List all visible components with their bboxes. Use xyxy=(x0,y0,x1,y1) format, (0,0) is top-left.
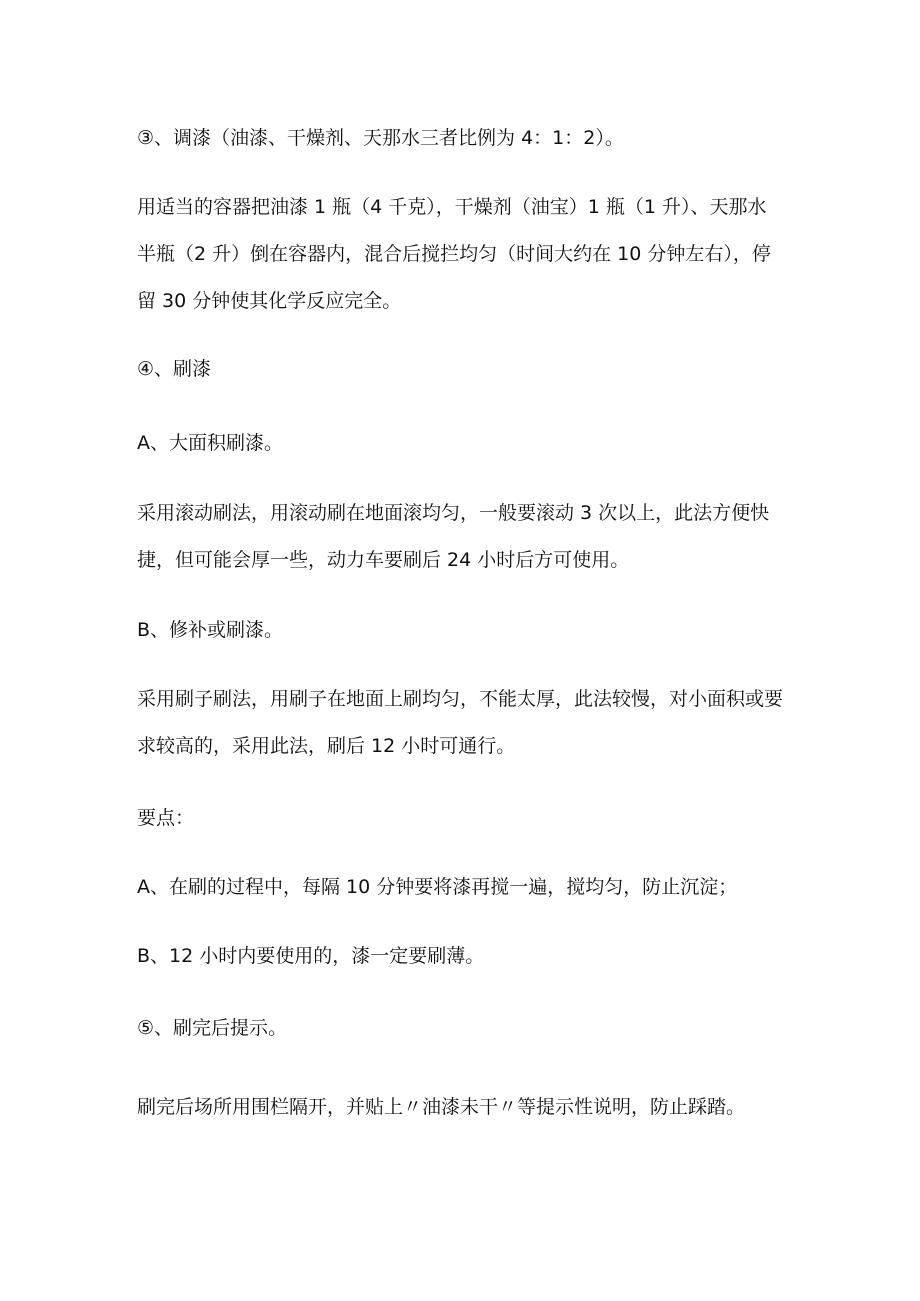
text-line: 用适当的容器把油漆 1 瓶（4 千克），干燥剂（油宝）1 瓶（1 升）、天那水 xyxy=(137,196,767,218)
text-line: 要点： xyxy=(137,807,195,829)
text-line: A、在刷的过程中，每隔 10 分钟要将漆再搅一遍，搅均匀，防止沉淀； xyxy=(137,876,738,898)
roller-method-paragraph xyxy=(137,490,777,584)
text-line: 刷完后场所用围栏隔开，并贴上〃油漆未干〃等提示性说明，防止踩踏。 xyxy=(137,1096,746,1118)
brush-method-paragraph xyxy=(137,676,784,770)
text-line: ④、刷漆 xyxy=(137,358,212,380)
step-3-heading xyxy=(137,115,777,162)
mixing-instructions-paragraph xyxy=(137,184,777,325)
text-line: A、大面积刷漆。 xyxy=(137,432,283,454)
text-line: ⑤、刷完后提示。 xyxy=(137,1017,288,1039)
key-point-b xyxy=(137,933,777,980)
text-line: 采用刷子刷法，用刷子在地面上刷均匀，不能太厚，此法较慢，对小面积或要 xyxy=(137,688,784,710)
text-line: 采用滚动刷法，用滚动刷在地面滚均匀，一般要滚动 3 次以上，此法方便快 xyxy=(137,502,770,524)
text-line: 半瓶（2 升）倒在容器内，混合后搅拦均匀（时间大约在 10 分钟左右），停 xyxy=(137,243,771,265)
text-line: 留 30 分钟使其化学反应完全。 xyxy=(137,290,402,312)
key-points-heading xyxy=(137,795,777,842)
text-line: 求较高的，采用此法，刷后 12 小时可通行。 xyxy=(137,735,516,757)
subheading-b-touch-up xyxy=(137,607,777,654)
text-line: B、12 小时内要使用的，漆一定要刷薄。 xyxy=(137,945,485,967)
after-painting-notice-paragraph xyxy=(137,1084,777,1131)
text-line: B、修补或刷漆。 xyxy=(137,619,284,641)
subheading-a-large-area xyxy=(137,420,777,467)
step-4-heading xyxy=(137,346,777,393)
text-line: 捷，但可能会厚一些，动力车要刷后 24 小时后方可使用。 xyxy=(137,549,630,571)
key-point-a xyxy=(137,864,777,911)
step-5-heading xyxy=(137,1005,777,1052)
text-line: ③、调漆（油漆、干燥剂、天那水三者比例为 4：1：2）。 xyxy=(137,127,624,149)
